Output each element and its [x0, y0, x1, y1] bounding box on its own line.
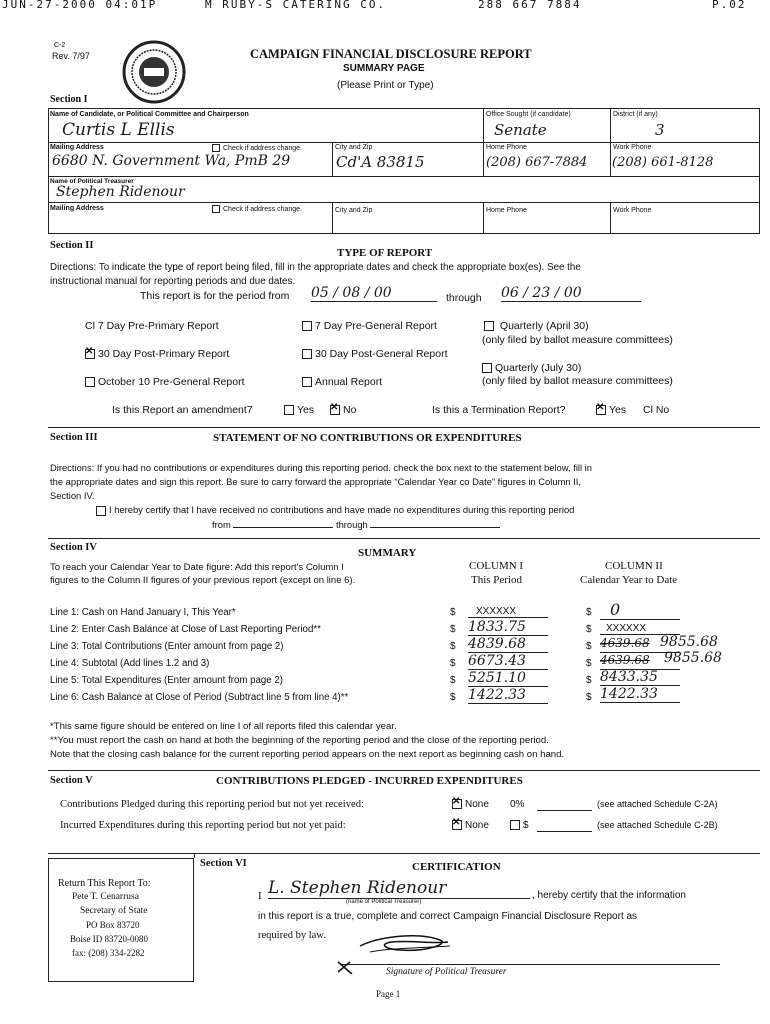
- work-phone-label: Work Phone: [613, 144, 652, 151]
- form-code: C-2: [54, 42, 66, 49]
- treasurer-name-value[interactable]: Stephen Ridenour: [56, 184, 185, 200]
- summary-line-6-label: Line 6: Cash Balance at Close of Period (Subtract line 5 from line 4)**: [50, 692, 349, 703]
- certify-text-1: , hereby certify that the information: [532, 890, 686, 901]
- line3-column2[interactable]: 9855.68: [660, 634, 718, 650]
- district-value[interactable]: 3: [655, 121, 665, 139]
- state-seal: [122, 40, 186, 104]
- section6-heading: CERTIFICATION: [412, 861, 501, 873]
- line6-column2[interactable]: 1422.33: [600, 686, 680, 703]
- opt-30day-post-primary[interactable]: ✕30 Day Post-Primary Report: [85, 348, 229, 360]
- termination-no-checkbox[interactable]: Cl No: [643, 404, 670, 416]
- form-title: CAMPAIGN FINANCIAL DISCLOSURE REPORT: [250, 47, 532, 61]
- schedule-c2a-note: (see attached Schedule C-2A): [597, 799, 718, 809]
- treasurer-mailing-label: Mailing Address: [50, 205, 104, 212]
- form-subtitle: SUMMARY PAGE: [343, 63, 425, 74]
- certify-i: I: [258, 890, 262, 902]
- section2-heading: TYPE OF REPORT: [337, 247, 433, 259]
- fax-page: P.02: [712, 0, 747, 11]
- signature-caption: Signature of Political Treasurer: [386, 967, 507, 977]
- city-zip-label: City and Zip: [335, 144, 373, 151]
- column1-subtitle: This Period: [471, 574, 523, 586]
- section1-label: Section I: [50, 94, 88, 105]
- incurred-expenditures-label: Incurred Expenditures during this reporting period but not yet paid:: [60, 820, 346, 831]
- line4-column2-struck: 4639.68: [600, 653, 650, 667]
- quarterly-april-note: (only filed by ballot measure committees): [482, 334, 673, 346]
- section2-directions-2: instructional manual for reporting periods and due dates.: [50, 276, 296, 287]
- opt-quarterly-april[interactable]: Quarterly (April 30): [484, 320, 589, 332]
- section2-directions-1: Directions: To indicate the type of report being filed, fill in the appropriate dates and check the appropriate box(es). See the: [50, 262, 581, 273]
- form-instruction: (Please Print or Type): [337, 80, 434, 91]
- pledged-percent[interactable]: 0%: [510, 799, 525, 810]
- section3-from: from through: [212, 519, 500, 530]
- contributions-pledged-label: Contributions Pledged during this reporting period but not yet received:: [60, 799, 364, 810]
- fax-sender: M RUBY-S CATERING CO.: [205, 0, 387, 11]
- opt-october-pre-general[interactable]: October 10 Pre-General Report: [85, 376, 245, 388]
- office-sought-value[interactable]: Senate: [494, 121, 547, 139]
- office-sought-label: Office Sought (if candidate): [486, 111, 571, 118]
- section3-heading: STATEMENT OF NO CONTRIBUTIONS OR EXPENDITURES: [213, 432, 522, 444]
- summary-intro-1: To reach your Calendar Year to Date figure: Add this report's Column I: [50, 562, 344, 573]
- amendment-yes-checkbox[interactable]: Yes: [284, 404, 314, 416]
- section5-label: Section V: [50, 775, 93, 786]
- line1-column1[interactable]: XXXXXX: [468, 606, 548, 618]
- section4-heading: SUMMARY: [358, 547, 417, 559]
- certify-text-3: required by law.: [258, 930, 326, 941]
- quarterly-july-note: (only filed by ballot measure committees): [482, 375, 673, 387]
- section3-directions-1: Directions: If you had no contributions or expenditures during this reporting period. check the box next to the statement below, fill in: [50, 462, 592, 473]
- opt-30day-post-general[interactable]: 30 Day Post-General Report: [302, 348, 447, 360]
- line3-column2-struck: 4639.68: [600, 636, 650, 650]
- section3-directions-3: Section IV.: [50, 490, 95, 501]
- section2-label: Section II: [50, 240, 94, 251]
- termination-question: Is this a Termination Report?: [432, 404, 566, 416]
- fax-timestamp: JUN-27-2000 04:01P: [2, 0, 158, 11]
- candidate-name-label: Name of Candidate, or Political Committee and Chairperson: [50, 111, 249, 118]
- pledged-none-checkbox[interactable]: ✕ None: [452, 799, 489, 810]
- incurred-amount-checkbox[interactable]: $: [510, 820, 529, 831]
- column2-subtitle: Calendar Year to Date: [580, 574, 678, 586]
- line2-column2[interactable]: XXXXXX: [600, 623, 680, 635]
- district-label: District (if any): [613, 111, 658, 118]
- period-from-value[interactable]: 05 / 08 / 00: [311, 285, 437, 302]
- work-phone-value[interactable]: (208) 661-8128: [612, 155, 714, 170]
- certifier-name-caption: (name of Political Treasurer): [346, 899, 422, 905]
- section6-label: Section VI: [200, 858, 247, 869]
- treasurer-home-phone-label: Home Phone: [486, 207, 527, 214]
- treasurer-city-label: City and Zip: [335, 207, 373, 214]
- opt-7day-pre-primary[interactable]: Cl 7 Day Pre-Primary Report: [85, 320, 219, 332]
- incurred-none-checkbox[interactable]: ✕ None: [452, 820, 489, 831]
- line1-column2[interactable]: 0: [600, 600, 680, 620]
- schedule-c2b-note: (see attached Schedule C-2B): [597, 820, 718, 830]
- section4-label: Section IV: [50, 542, 97, 553]
- column1-title: COLUMN I: [469, 560, 524, 572]
- mailing-address-value[interactable]: 6680 N. Government Wa, PmB 29: [52, 153, 291, 169]
- line6-column1[interactable]: 1422.33: [468, 687, 548, 704]
- return-title: Return This Report To:: [58, 878, 151, 889]
- line3-column1[interactable]: 4839.68: [468, 636, 548, 653]
- opt-annual-report[interactable]: Annual Report: [302, 376, 382, 388]
- home-phone-label: Home Phone: [486, 144, 527, 151]
- period-to-value[interactable]: 06 / 23 / 00: [501, 285, 641, 302]
- line4-column1[interactable]: 6673.43: [468, 653, 548, 670]
- opt-quarterly-july[interactable]: Quarterly (July 30): [482, 362, 581, 374]
- opt-7day-pre-general[interactable]: 7 Day Pre-General Report: [302, 320, 437, 332]
- certify-text-2: in this report is a true, complete and correct Campaign Financial Disclosure Report as: [258, 911, 638, 922]
- summary-note-3: Note that the closing cash balance for the current reporting period appears on the next report as beginning cash on hand.: [50, 749, 565, 760]
- form-rev: Rev. 7/97: [52, 51, 90, 61]
- period-through: through: [446, 292, 482, 304]
- line5-column2[interactable]: 8433.35: [600, 669, 680, 686]
- return-line-4: Boise ID 83720-0080: [70, 934, 148, 944]
- fax-phone: 288 667 7884: [478, 0, 582, 11]
- return-line-1: Pete T. Cenarrusa: [72, 892, 139, 902]
- treasurer-name-label: Name of Political Treasurer: [50, 178, 134, 185]
- line5-column1[interactable]: 5251.10: [468, 670, 548, 687]
- line2-column1[interactable]: 1833.75: [468, 619, 548, 636]
- summary-note-2: **You must report the cash on hand at both the beginning of the reporting period and the close of the reporting period.: [50, 735, 549, 746]
- period-text: This report is for the period from: [140, 290, 290, 302]
- candidate-name-value[interactable]: Curtis L Ellis: [62, 120, 175, 140]
- return-line-2: Secretary of State: [80, 906, 148, 916]
- mailing-address-label: Mailing Address: [50, 144, 104, 151]
- termination-yes-checkbox[interactable]: ✕ Yes: [596, 404, 626, 416]
- treasurer-address-change-checkbox[interactable]: Check if address change.: [212, 205, 302, 213]
- section3-label: Section III: [50, 432, 98, 443]
- summary-line-1-label: Line 1: Cash on Hand January I, This Year*: [50, 607, 236, 618]
- section5-heading: CONTRIBUTIONS PLEDGED - INCURRED EXPENDITURES: [216, 775, 523, 787]
- summary-line-5-label: Line 5: Total Expenditures (Enter amount from page 2): [50, 675, 283, 686]
- treasurer-work-phone-label: Work Phone: [613, 207, 652, 214]
- certifier-name[interactable]: L. Stephen Ridenour: [268, 878, 530, 899]
- summary-line-3-label: Line 3: Total Contributions (Enter amount from page 2): [50, 641, 284, 652]
- column2-title: COLUMN II: [605, 560, 663, 572]
- page-number: Page 1: [376, 989, 401, 999]
- return-line-3: PO Box 83720: [86, 920, 140, 930]
- summary-note-1: *This same figure should be entered on line I of all reports filed this calendar year.: [50, 721, 397, 732]
- home-phone-value[interactable]: (208) 667-7884: [486, 155, 588, 170]
- line4-column2[interactable]: 9855.68: [664, 650, 722, 666]
- amendment-no-checkbox[interactable]: ✕ No: [330, 404, 356, 416]
- city-zip-value[interactable]: Cd'A 83815: [336, 153, 425, 171]
- return-line-5: fax: (208) 334-2282: [72, 948, 145, 958]
- summary-line-2-label: Line 2: Enter Cash Balance at Close of Last Reporting Period**: [50, 624, 321, 635]
- address-change-checkbox[interactable]: Check if address change.: [212, 144, 302, 152]
- no-contributions-checkbox[interactable]: I hereby certify that I have received no contributions and have made no expenditures during this reporting period: [96, 504, 574, 516]
- summary-line-4-label: Line 4: Subtotal (Add lines 1.2 and 3): [50, 658, 210, 669]
- section3-directions-2: the appropriate dates and sign this report. Be sure to carry forward the appropriate “Calendar Year co Date” figures in Column II,: [50, 476, 582, 487]
- amendment-question: Is this Report an amendment7: [112, 404, 253, 416]
- summary-intro-2: figures to the Column II figures of your previous report (except on line 6).: [50, 575, 356, 586]
